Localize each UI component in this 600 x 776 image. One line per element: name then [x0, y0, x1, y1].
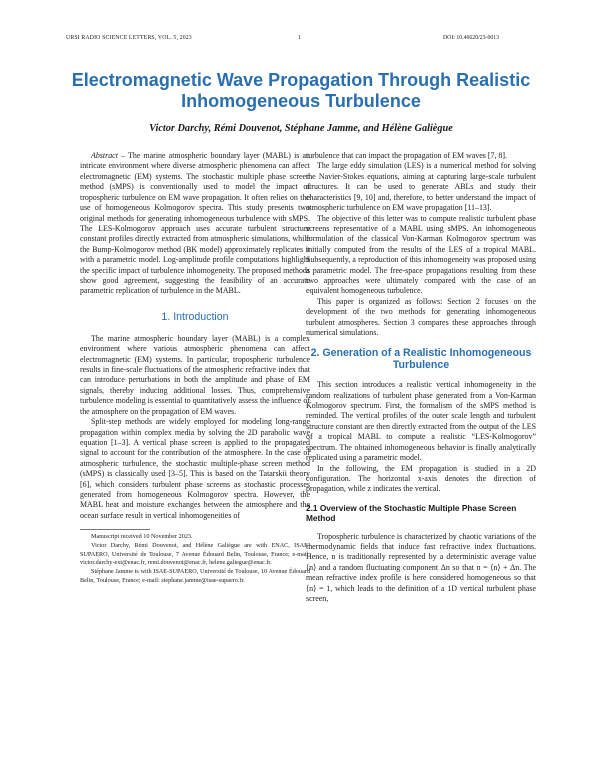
- left-column: [80, 151, 310, 586]
- journal-header: URSI RADIO SCIENCE LETTERS, VOL. 5, 2023: [66, 35, 192, 41]
- section2-paragraph: This section introduces a realistic vertical inhomogeneity in the random realizations of turbulent phase generated from a Von-Karman Kolmogorov spectrum. First, the formalism of the sMPS method is reminded. The vertical profiles of the outer scale length and turbulent structure constant are then directly extracted from the output of the LES of a tropical MABL to compute a realistic “LES-Kolmogorov” spectrum. The obtained inhomogeneous behavior is finally analytically replicated using a parametric model.: [306, 380, 536, 463]
- abstract: [80, 151, 310, 297]
- abstract-text: – The marine atmospheric boundary layer (MABL) is an intricate environment where diverse atmospheric phenomena can affect electromagnetic (EM) systems. The stochastic multiple phase screen method (sMPS) is conventionally used to model the impact of tropospheric turbulence on EM wave propagation. It often relies on the use of homogeneous Kolmogorov spectra. This study presents two original methods for generating inhomogeneous turbulence with sMPS. The LES-Kolmogorov approach uses accurate turbulent structure constant profiles directly extracted from atmospheric simulations, while the Bump-Kolmogorov method (BK model) approximately replicates it with a parametric model. Log-amplitude profile computations highlight the specific impact of turbulence inhomogeneity. The proposed methods show good agreement, suggesting the feasibility of an accurate parametric replication of turbulence in the MABL.: [80, 151, 310, 296]
- subsection-heading-smps: 2.1 Overview of the Stochastic Multiple Phase Screen Method: [306, 502, 517, 524]
- footnote-affiliation: Victor Darchy, Rémi Douvenot, and Hélène Galiègue are with ENAC, ISAE-SUPAERO, Université de Toulouse, 7 Avenue Édouard Belin, Toulouse, France; e-mail: victor.darchy-ext@enac.fr, remi.douvenot@enac.fr, helene.galiegue@enac.fr.: [80, 542, 310, 567]
- right-column: [306, 151, 536, 605]
- section2-paragraph: In the following, the EM propagation is studied in a 2D configuration. The horizontal x-axis denotes the direction of propagation, while z indicates the vertical.: [306, 463, 536, 494]
- abstract-label: Abstract: [91, 151, 118, 160]
- page-number: 1: [298, 35, 301, 41]
- author-list: Victor Darchy, Rémi Douvenot, Stéphane Jamme, and Hélène Galiègue: [149, 123, 453, 134]
- footnote-received: Manuscript received 10 November 2023.: [91, 533, 193, 541]
- footnote-affiliation: Stéphane Jamme is with ISAE-SUPAERO, Université de Toulouse, 10 Avenue Édouard Belin, Toulouse, France; e-mail: stephane.jamme@isae-supaero.fr.: [80, 568, 310, 584]
- intro-paragraph: This paper is organized as follows: Section 2 focuses on the development of the two methods for generating inhomogeneous turbulent atmospheres. Section 3 compares these approaches through numerical simulations.: [306, 296, 536, 338]
- doi-header: DOI: 10.46620/23-0013: [443, 35, 500, 41]
- intro-continued-paragraph: turbulence that can impact the propagation of EM waves [7, 8].: [306, 151, 508, 160]
- footnote-divider: [80, 529, 150, 530]
- section-heading-introduction: 1. Introduction: [161, 310, 229, 323]
- subsection-paragraph: Tropospheric turbulence is characterized by chaotic variations of the thermodynamic fields that induce fast refractive index fluctuations. Hence, n is traditionally represented by a deterministic average value ⟨n⟩ and a random fluctuating component Δn so that n = ⟨n⟩ + Δn. The mean refractive index profile is here considered homogeneous so that ⟨n⟩ = 1, which leads to the definition of a 1D vertical turbulent phase screen,: [306, 531, 536, 604]
- section-heading-generation: 2. Generation of a Realistic Inhomogeneous Turbulence: [310, 346, 532, 372]
- intro-paragraph: The objective of this letter was to compute realistic turbulent phase screens representative of a MABL using sMPS. An inhomogeneous formulation of the classical Von-Karman Kolmogorov spectrum was initially computed from the results of the LES of a tropical MABL. Subsequently, a reproduction of this inhomogeneity was proposed using a parametric model. The free-space propagations resulting from these two approaches were ultimately compared with the case of an equivalent homogeneous turbulence.: [306, 213, 536, 296]
- intro-paragraph: The large eddy simulation (LES) is a numerical method for solving the Navier-Stokes equations, aiming at capturing large-scale turbulent structures. It can be used to generate ABLs and study their characteristics [9, 10] and, therefore, to better understand the impact of atmospheric turbulence on EM wave propagation [11–13].: [306, 161, 536, 213]
- intro-paragraph: The marine atmospheric boundary layer (MABL) is a complex environment where various atmospheric phenomena can affect electromagnetic (EM) systems. In particular, tropospheric turbulence results in fine-scale fluctuations of the atmospheric refractive index that can introduce perturbations in both the amplitude and phase of EM signals, thereby inducing additional losses. Thus, comprehensive turbulence modeling is essential to quantitatively assess the influence of the atmosphere on the propagation of EM waves.: [80, 333, 310, 416]
- paper-title: Electromagnetic Wave Propagation Through Realistic Inhomogeneous Turbulence: [71, 70, 531, 111]
- intro-paragraph: Split-step methods are widely employed for modeling long-range propagation within complex media by solving the 2D parabolic wave equation [1–3]. A vertical phase screen is applied to the propagated signal to account for the contribution of the atmosphere. In the case of atmospheric turbulence, the stochastic multiple-phase screen method (sMPS) is classically used [3–5]. This is based on the Tatarskii theory [6], which considers turbulent phase screens as stochastic processes generated from homogeneous Kolmogorov spectra. However, the MABL heat and moisture exchanges between the atmosphere and the ocean surface result in vertical inhomogeneities of: [80, 417, 310, 520]
